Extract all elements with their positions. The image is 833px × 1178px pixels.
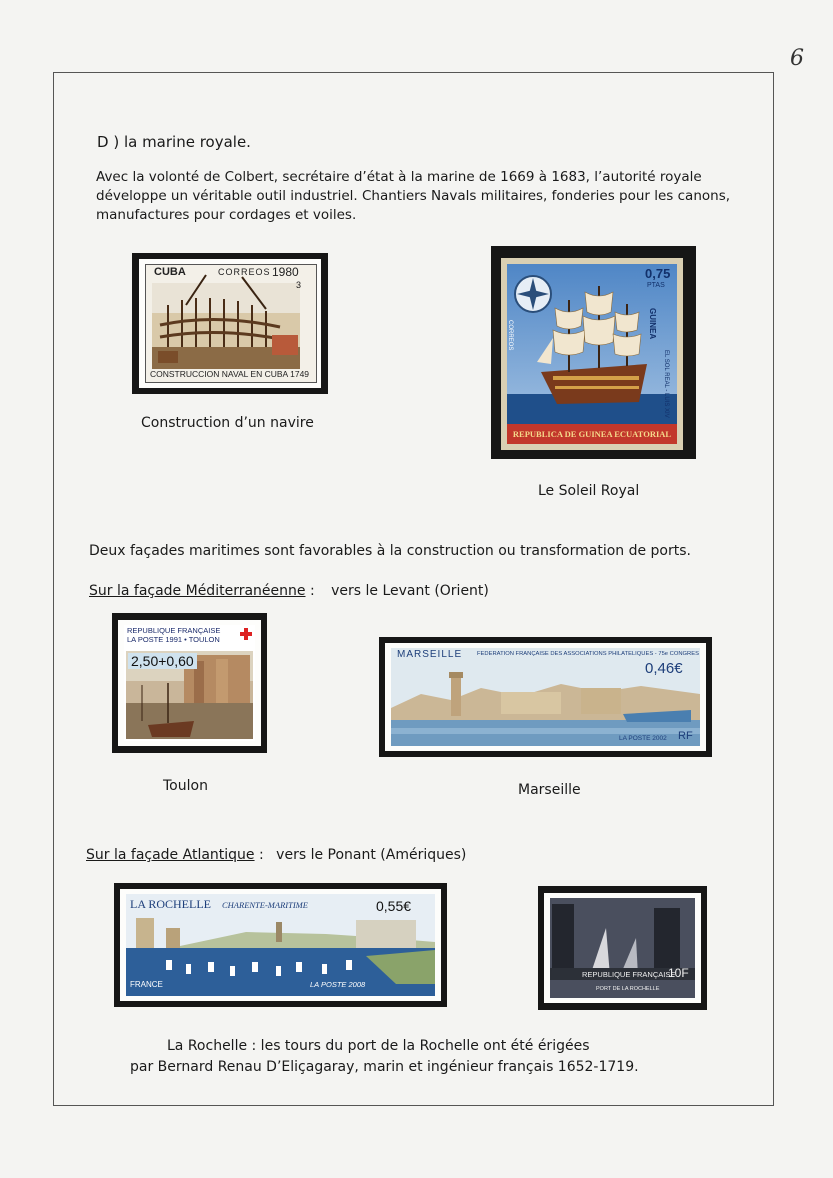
two-facades-text: Deux façades maritimes sont favorables à la construction ou transformation de ports.: [89, 543, 691, 559]
stamp-cuba-year: 1980: [272, 265, 299, 279]
stamp-cuba: [132, 253, 328, 394]
stamp-port-bottom: PORT DE LA ROCHELLE: [596, 986, 660, 992]
stamp-toulon: [112, 613, 267, 753]
stamp-marseille: [379, 637, 712, 757]
atl-facade-destination: vers le Ponant (Amériques): [276, 847, 467, 863]
caption-marseille: Marseille: [518, 782, 581, 798]
stamp-rochelle-value: 0,55€: [376, 898, 412, 914]
stamp-port-country: REPUBLIQUE FRANÇAISE: [582, 970, 676, 979]
stamp-soleil-ship-name: EL SOL REAL - LUIS XIV: [663, 350, 669, 418]
med-facade-label: Sur la façade Méditerranéenne: [89, 583, 306, 599]
section-title: D ) la marine royale.: [97, 133, 251, 151]
stamp-cuba-image: [145, 264, 317, 383]
stamp-soleil-bottom-strip: REPUBLICA DE GUINEA ECUATORIAL: [507, 424, 677, 444]
stamp-cuba-country: CUBA: [154, 266, 186, 278]
intro-paragraph: Avec la volonté de Colbert, secrétaire d’état à la marine de 1669 à 1683, l’autorité royale développe un véritable outil industriel. Chantiers Navals militaires, fonderies pour les canons, manufactures pour cordages et voiles.: [96, 169, 731, 223]
stamp-toulon-header2: LA POSTE 1991 • TOULON: [127, 635, 220, 644]
closing-line-2: par Bernard Renau D’Eliçagaray, marin et ingénieur français 1652-1719.: [130, 1059, 639, 1075]
caption-toulon: Toulon: [163, 778, 208, 794]
caption-cuba: Construction d’un navire: [141, 415, 314, 431]
atl-facade-colon: :: [254, 847, 264, 863]
closing-line-1: La Rochelle : les tours du port de la Rochelle ont été érigées: [167, 1038, 590, 1054]
caption-soleil-royal: Le Soleil Royal: [538, 483, 640, 499]
stamp-la-rochelle: [114, 883, 447, 1007]
stamp-rochelle-region: CHARENTE-MARITIME: [222, 900, 308, 910]
atl-facade-label: Sur la façade Atlantique: [86, 847, 255, 863]
stamp-marseille-value: 0,46€: [645, 660, 683, 677]
stamp-toulon-image: [124, 625, 255, 741]
stamp-soleil-correos: CORREOS: [507, 320, 513, 351]
stamp-cuba-value: 3: [296, 280, 302, 290]
stamp-marseille-city: MARSEILLE: [397, 649, 463, 660]
stamp-toulon-value: 2,50+0,60: [128, 653, 197, 669]
page-number: 6: [790, 46, 804, 71]
stamp-soleil-royal: [491, 246, 696, 459]
stamp-soleil-value: 0,75: [645, 266, 671, 281]
atl-facade-line: [86, 845, 466, 865]
stamp-rochelle-country: FRANCE: [130, 980, 163, 989]
stamp-soleil-country: GUINEA: [648, 308, 657, 340]
stamp-port-value: 10F: [668, 966, 689, 980]
stamp-rochelle-poste: LA POSTE 2008: [310, 980, 366, 989]
stamp-port-image: [550, 898, 695, 998]
stamp-soleil-image: [507, 264, 677, 444]
med-facade-colon: :: [305, 583, 315, 599]
stamp-toulon-header1: REPUBLIQUE FRANÇAISE: [127, 626, 221, 635]
stamp-cuba-correos: CORREOS: [218, 267, 271, 277]
stamp-marseille-poste: LA POSTE 2002: [619, 735, 667, 742]
stamp-marseille-image: [391, 648, 700, 746]
med-facade-destination: vers le Levant (Orient): [331, 583, 489, 599]
stamp-marseille-rf: RF: [678, 730, 693, 742]
stamp-rochelle-city: LA ROCHELLE: [130, 897, 211, 911]
red-cross-icon: [240, 628, 252, 640]
stamp-marseille-federation: FEDERATION FRANÇAISE DES ASSOCIATIONS PHILATELIQUES - 75e CONGRES: [477, 651, 699, 657]
stamp-soleil-ptas: PTAS: [647, 282, 665, 289]
stamp-cuba-caption-strip: CONSTRUCCION NAVAL EN CUBA 1749: [150, 369, 310, 379]
stamp-port-la-rochelle: [538, 886, 707, 1010]
stamp-rochelle-image: [126, 894, 435, 996]
med-facade-line: [89, 581, 489, 601]
